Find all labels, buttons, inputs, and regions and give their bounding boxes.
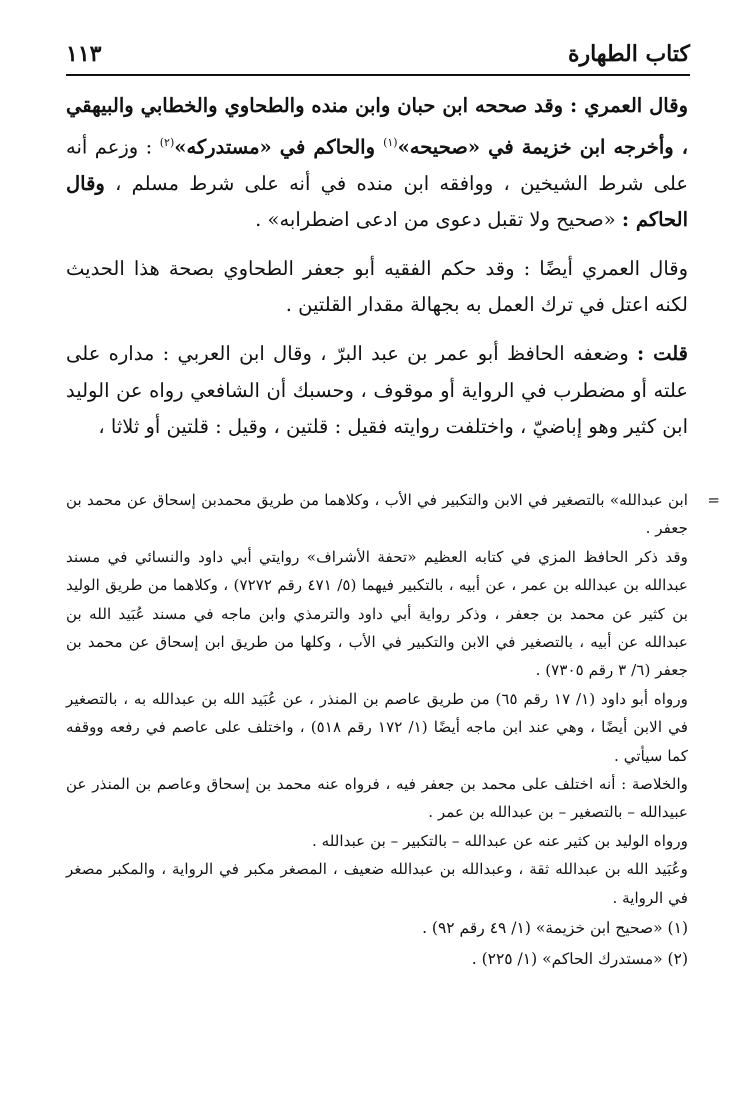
- paragraph-2-text: وقال العمري أيضًا : وقد حكم الفقيه أبو جعفر الطحاوي بصحة هذا الحديث لكنه اعتل في ترك العمل به بجهالة مقدار القلتين .: [66, 256, 688, 317]
- paragraph-3: [66, 336, 688, 446]
- main-text: [66, 88, 688, 458]
- footnote-line-3: والخلاصة : أنه اختلف على محمد بن جعفر فيه ، فرواه عنه محمد بن إسحاق وعاصم بن المنذر عن عبيدالله – بالتصغير – بن عبدالله بن عمر .: [66, 775, 688, 822]
- continuation-mark: =: [707, 491, 720, 509]
- footnote-line-5: وعُبَيد الله بن عبدالله ثقة ، وعبدالله بن عبدالله ضعيف ، المصغر مكبر في الرواية ، والمكبر مصغر في الرواية .: [66, 860, 688, 907]
- paragraph-1-lead: وقال العمري : وقد صححه ابن حبان وابن منده والطحاوي والخطابي والبيهقي ، وأخرجه ابن خزيمة في «صحيحه»: [66, 94, 689, 159]
- footnote-line-2: ورواه أبو داود (١/ ١٧ رقم ٦٥) من طريق عاصم بن المنذر ، عن عُبَيد الله بن عبدالله به ، بالتصغير في الابن أيضًا ، وهي عند ابن ماجه أيضًا (١/ ١٧٢ رقم ٥١٨) ، واختلف على عاصم في رفعه ووقفه كما سيأتي .: [66, 689, 689, 765]
- paragraph-1-tail: : وزعم أنه على شرط الشيخين ، ووافقه ابن منده في أنه على شرط مسلم ،: [66, 135, 688, 195]
- footnote-ref-2: (٢): [159, 135, 175, 149]
- paragraph-1-mid: والحاكم في «مستدركه»: [174, 135, 384, 159]
- footnote-1: (١) «صحيح ابن خزيمة» (١/ ٤٩ رقم ٩٢) .: [422, 919, 688, 938]
- paragraph-2: [66, 251, 688, 324]
- footnote-2: (٢) «مستدرك الحاكم» (١/ ٢٢٥) .: [471, 949, 688, 968]
- hakim-quote: «صحيح ولا تقبل دعوى من ادعى اضطرابه» .: [255, 208, 622, 232]
- footnotes: [66, 486, 720, 973]
- paragraph-3-lead: قلت :: [636, 342, 689, 366]
- running-title: كتاب الطهارة: [567, 41, 690, 67]
- footnote-ref-1: (١): [383, 135, 398, 149]
- paragraph-1: [66, 88, 688, 239]
- footnote-line-0: ابن عبدالله» بالتصغير في الابن والتكبير في الأب ، وكلاهما من طريق محمدبن إسحاق عن محمد بن جعفر .: [66, 491, 688, 538]
- page-number: ١١٣: [66, 41, 102, 67]
- footnote-continuation: [66, 486, 720, 543]
- header-rule: [66, 74, 690, 76]
- footnote-line-1: وقد ذكر الحافظ المزي في كتابه العظيم «تحفة الأشراف» روايتي أبي داود والنسائي في مسند عبدالله بن عبدالله بن عمر ، عن أبيه ، بالتكبير فيهما (٥/ ٤٧١ رقم ٧٢٧٢) ، وكلاهما من طريق الوليد بن كثير عن محمد بن جعفر ، وذكر رواية أبي داود والترمذي وابن ماجه في مسند عُبَيد الله بن عبدالله عن أبيه ، بالتصغير في الابن والتكبير في الأب ، وكلها من طريق ابن إسحاق عن محمد بن جعفر (٦/ ٣ رقم ٧٣٠٥) .: [66, 547, 688, 680]
- paragraph-3-text: وضعفه الحافظ أبو عمر بن عبد البرّ ، وقال ابن العربي : مداره على علته أو مضطرب في الرواية أو موقوف ، وحسبك أن الشافعي رواه عن الوليد ابن كثير وهو إباضيّ ، واختلفت روايته فقيل : قلتين ، وقيل : قلتين أو ثلاثا ،: [66, 342, 688, 439]
- page-header: [66, 34, 690, 74]
- hakim-label: وقال الحاكم :: [66, 171, 688, 232]
- footnote-line-4: ورواه الوليد بن كثير عنه عن عبدالله – بالتكبير – بن عبدالله .: [311, 831, 688, 850]
